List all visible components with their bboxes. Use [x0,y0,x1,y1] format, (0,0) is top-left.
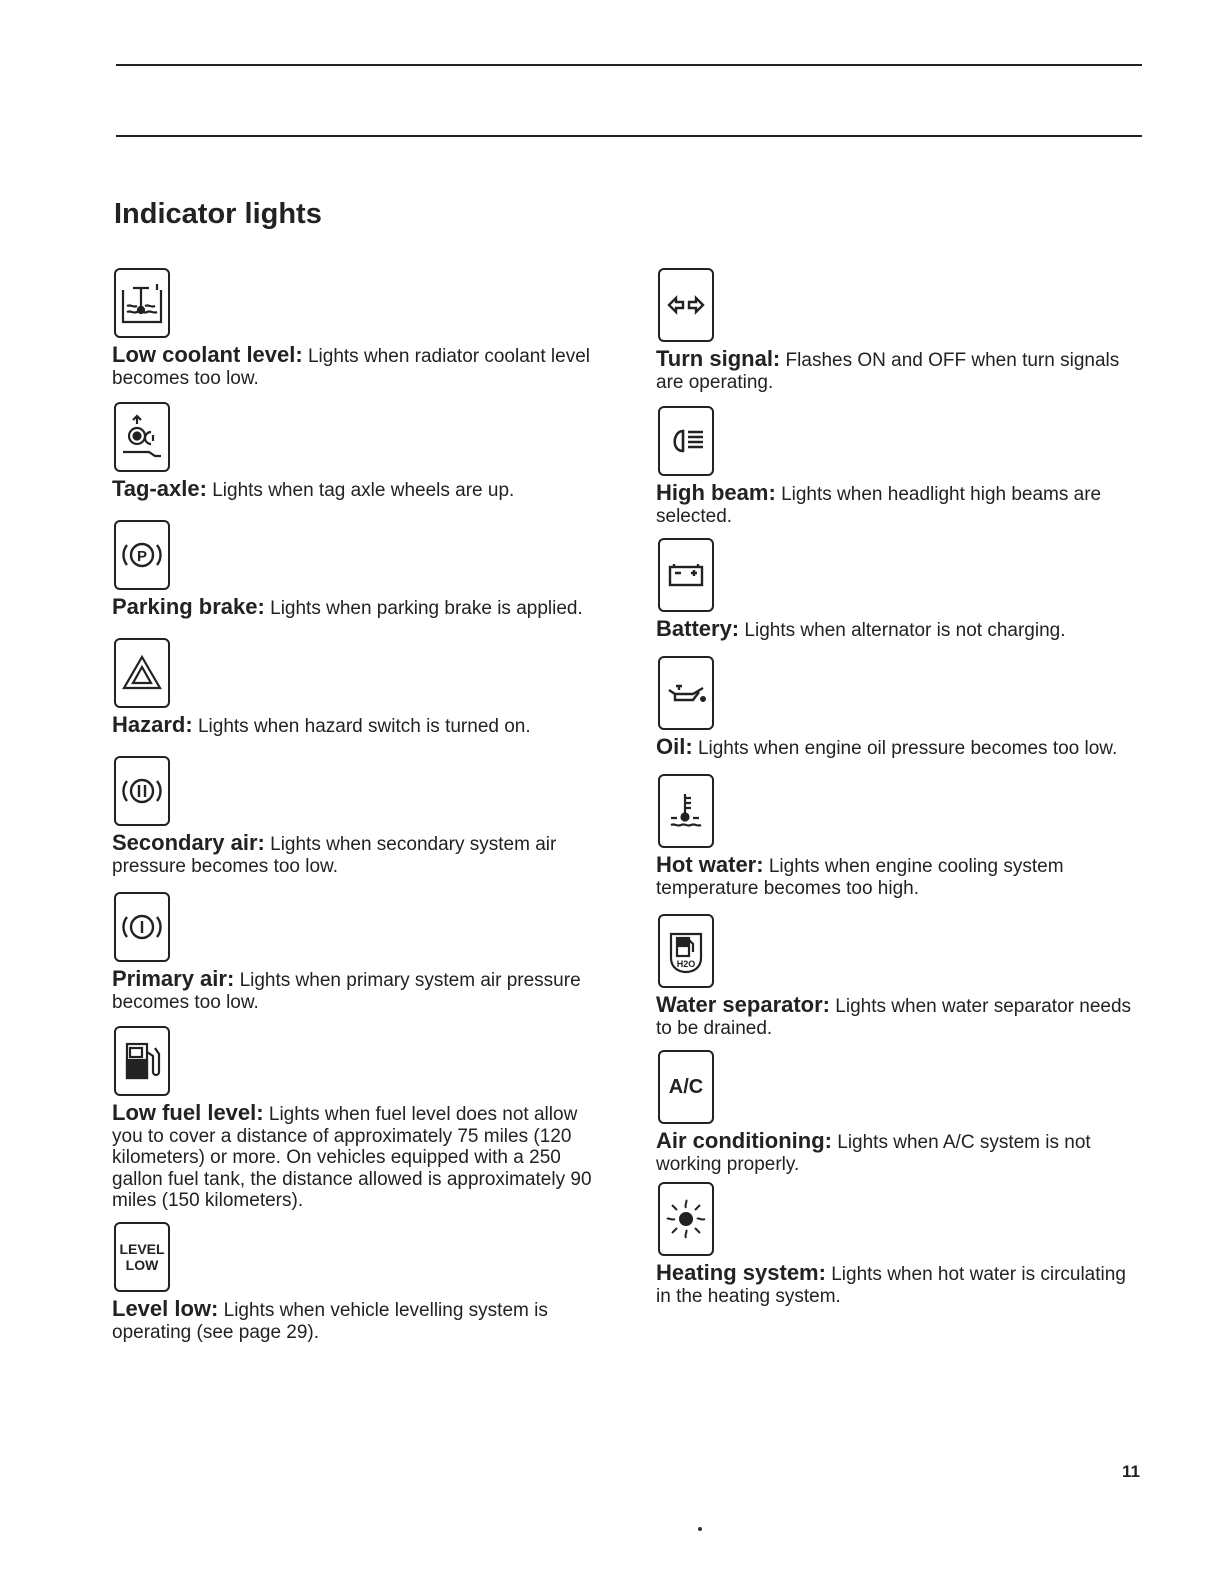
level-low-icon [114,1222,170,1292]
description-text: Lights when water separator needs to be drained. [656,996,1132,1039]
icon-label: A/C [668,1075,704,1098]
description-text: Lights when parking brake is applied. [270,598,583,619]
description-text: Lights when headlight high beams are selected. [656,484,1102,527]
term-label: Tag-axle: [112,476,207,501]
indicator-entry [112,756,600,878]
high-beam-icon [658,406,714,476]
fuel-pump-icon [114,1026,170,1096]
svg-text:H2O: H2O [676,959,696,969]
parking-brake-icon [114,520,170,590]
battery-icon [658,538,714,612]
term-label: Hazard: [112,712,193,737]
term-label: Hot water: [656,852,764,877]
indicator-entry [656,1050,1144,1176]
term-label: Low fuel level: [112,1100,264,1125]
turn-signal-icon [658,268,714,342]
term-label: Heating system: [656,1260,826,1285]
indicator-entry [656,406,1144,528]
term-label: Parking brake: [112,594,265,619]
term-label: Turn signal: [656,346,781,371]
indicator-entry [656,656,1144,760]
term-label: High beam: [656,480,776,505]
indicator-entry [112,402,600,502]
top-rule [116,64,1142,66]
hot-water-icon [658,774,714,848]
hazard-icon [114,638,170,708]
description-text: Lights when hazard switch is turned on. [197,716,531,737]
description-text: Lights when secondary system air pressure becomes too low. [112,834,557,877]
description-text: Flashes ON and OFF when turn signals are operating. [656,350,1120,393]
description-text: Lights when primary system air pressure becomes too low. [112,970,581,1013]
term-label: Low coolant level: [112,342,303,367]
icon-label: LEVEL [119,1240,165,1257]
page-title: Indicator lights [114,198,322,230]
indicator-entry [112,638,600,738]
indicator-entry [112,1222,600,1344]
description-text: Lights when radiator coolant level becomes too low. [112,346,590,389]
description-text: Lights when alternator is not charging. [744,620,1066,641]
tag-axle-icon [114,402,170,472]
term-label: Oil: [656,734,693,759]
description-text: Lights when tag axle wheels are up. [212,480,515,501]
svg-text:P: P [136,548,148,565]
indicator-entry [112,268,600,390]
water-separator-icon [658,914,714,988]
indicator-entry [112,892,600,1014]
term-label: Water separator: [656,992,831,1017]
secondary-air-icon [114,756,170,826]
heating-icon [658,1182,714,1256]
indicator-entry [112,1026,600,1212]
term-label: Secondary air: [112,830,265,855]
scan-dot [698,1527,702,1531]
indicator-entry [656,774,1144,900]
right-column [656,268,1144,1318]
icon-label: LOW [125,1256,159,1273]
term-label: Level low: [112,1295,219,1321]
description-text: Lights when engine cooling system temperature becomes too high. [656,856,1064,899]
term-label: Battery: [656,616,740,641]
description-text: Lights when vehicle levelling system is operating (see page 29). [112,1299,548,1343]
left-column [112,268,600,1354]
description-text: Lights when hot water is circulating in the heating system. [656,1264,1126,1307]
indicator-entry [656,914,1144,1040]
coolant-icon [114,268,170,338]
description-text: Lights when A/C system is not working properly. [656,1132,1091,1175]
primary-air-icon [114,892,170,962]
description-text: Lights when fuel level does not allow you to cover a distance of approximately 75 miles (120 kilometers) or more. On vehicles equipped with a 250 gallon fuel tank, the distance allowed is approximately 90 miles (150 kilometers). [112,1104,592,1211]
page-number: 11 [1122,1462,1140,1481]
description-text: Lights when engine oil pressure becomes too low. [697,738,1118,759]
header-rule [116,135,1142,137]
indicator-entry [656,1182,1144,1308]
term-label: Air conditioning: [656,1128,832,1153]
oil-can-icon [658,656,714,730]
term-label: Primary air: [112,966,235,991]
indicator-entry [656,268,1144,394]
ac-icon [658,1050,714,1124]
indicator-entry [656,538,1144,642]
indicator-entry [112,520,600,620]
